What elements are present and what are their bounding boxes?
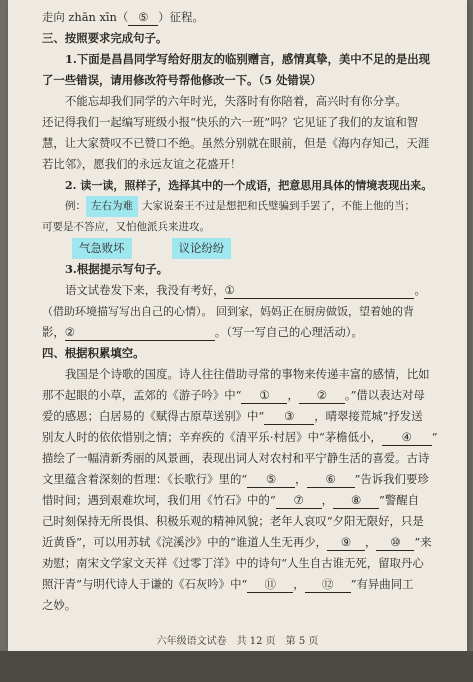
- example-text: 大家说秦王不过是想把和氏璧骗到手罢了，不能上他的当；: [142, 200, 415, 212]
- blank-q3-1: ①: [224, 283, 414, 299]
- text: 近黄昏”，可以用苏轼《浣溪沙》中的“谁道人生无再少，: [42, 535, 328, 549]
- text: 语文试卷发下来，我没有考好，: [65, 283, 225, 297]
- text: 别友人时的依依惜别之情；辛弃疾的《清平乐·村居》中“茅檐低小，: [42, 430, 382, 444]
- text: 那不起眼的小草，孟郊的《游子吟》中“: [42, 388, 242, 402]
- q2-instruction: 2. 读一读，照样子，选择其中的一个成语，把意思用具体的情境表现出来。: [65, 179, 433, 192]
- q1-instruction-line2: 了一些错误，请用修改符号帮他修改一下。（5 处错误）: [42, 73, 322, 87]
- q3-line2: （借助环境描写写出自己的心情）。 回到家，妈妈正在厨房做饭，望着她的背: [42, 305, 414, 318]
- text: 。（写一写自己的心理活动）。: [214, 325, 363, 339]
- q2-example-line2: 可要是不答应，又怕他派兵来进攻。: [42, 221, 210, 233]
- section-4-heading: 四、根据积累填空。: [42, 346, 145, 360]
- line-zhanxin: [42, 7, 452, 28]
- q1-text-line2: 还记得我们一起编写班级小报“快乐的六一班”吗？它见证了我们的友谊和智: [42, 115, 419, 129]
- section-3-heading: 三、按照要求完成句子。: [42, 31, 168, 45]
- text: ）征程。: [158, 10, 204, 24]
- page-footer: 六年级语文试卷 共 12 页 第 5 页: [156, 636, 319, 647]
- p4-line3: [42, 406, 452, 427]
- q2-idioms: [42, 238, 452, 259]
- blank-2: ②: [299, 388, 345, 404]
- q2-example-line1: [42, 196, 452, 217]
- p4-line4: [42, 427, 452, 448]
- text: ”有异曲同工: [350, 577, 414, 591]
- p4-line1: 我国是个诗歌的国度。诗人往往借助寻常的事物来传递丰富的感情，比如: [65, 367, 430, 381]
- p4-line2: [42, 385, 452, 406]
- p4-line9: [42, 532, 452, 553]
- p4-line5: 描绘了一幅清新秀丽的风景画，表现出词人对农村和平宁静生活的喜爱。古诗: [42, 451, 430, 465]
- blank-7: ⑦: [276, 493, 322, 509]
- p4-line11: [42, 574, 452, 595]
- text: 爱的感恩；白居易的《赋得古原草送别》中“: [42, 409, 265, 423]
- p4-line10: 劝慰；南宋文学家文天祥《过零丁洋》中的诗句“人生自古谁无死，留取丹心: [42, 556, 424, 570]
- text: 影，: [42, 325, 65, 339]
- q3-heading: 3.根据提示写句子。: [65, 262, 169, 276]
- blank-1: ①: [241, 388, 287, 404]
- text: ”: [431, 430, 438, 444]
- example-idiom: 左右为难: [86, 196, 138, 217]
- p4-line12: 之妙。: [42, 598, 77, 612]
- p4-line8: 己时刻保持无所畏惧、积极乐观的精神风貌；老年人哀叹“夕阳无限好，只是: [42, 514, 424, 528]
- text: ，: [321, 493, 334, 507]
- blank-5b: ⑤: [247, 472, 295, 488]
- text: ，: [365, 535, 377, 549]
- q1-text-line4: 若比邻》，愿我们的永远友谊之花盛开！: [42, 157, 242, 171]
- text: ，: [293, 577, 305, 591]
- text: 走向 zhān xīn（: [42, 10, 129, 24]
- blank-3: ③: [264, 409, 314, 425]
- background-surface: [0, 651, 473, 682]
- q3-line1: [42, 280, 452, 301]
- text: ，: [295, 472, 307, 486]
- blank-10: ⑩: [376, 535, 414, 551]
- blank-6: ⑥: [307, 472, 355, 488]
- exam-content: [42, 7, 452, 616]
- idiom-yilunfenfen: 议论纷纷: [172, 238, 232, 259]
- blank-8: ⑧: [333, 493, 379, 509]
- blank-11: ⑪: [247, 577, 293, 593]
- blank-12: ⑫: [305, 577, 351, 593]
- text: ”警醒自: [379, 493, 420, 507]
- q1-text-line3: 慧，让大家赞叹不已赞口不绝。虽然分别就在眼前，但是《海内存知己，天涯: [42, 136, 430, 150]
- text: ”来: [414, 535, 432, 549]
- p4-line6: [42, 469, 452, 490]
- example-label: 例：: [65, 200, 86, 212]
- text: 文里蕴含着深刻的哲理：《长歌行》里的“: [42, 472, 248, 486]
- text: ，: [287, 388, 299, 402]
- q1-text-line1: 不能忘却我们同学的六年时光，失落时有你陪着，高兴时有你分享。: [65, 94, 407, 108]
- text: ，晴翠接荒城”抒发送: [314, 409, 423, 423]
- p4-line7: [42, 490, 452, 511]
- text: 。”借以表达对母: [344, 388, 425, 402]
- text: 照汗青”与明代诗人于谦的《石灰吟》中“: [42, 577, 248, 591]
- text: 惜时间；遇到艰难坎坷，我们用《竹石》中的“: [42, 493, 276, 507]
- blank-5: ⑤: [128, 10, 158, 26]
- blank-4: ④: [382, 430, 432, 446]
- blank-9: ⑨: [327, 535, 365, 551]
- text: ”告诉我们要珍: [354, 472, 429, 486]
- q3-line3: [42, 322, 452, 343]
- blank-q3-2: ②: [65, 325, 215, 341]
- exam-paper: [8, 0, 467, 651]
- text: 。: [414, 283, 426, 297]
- q1-instruction-line1: 1.下面是昌昌同学写给好朋友的临别赠言，感情真挚，美中不足的是出现: [65, 52, 431, 66]
- idiom-qijibaihuai: 气急败坏: [72, 238, 132, 259]
